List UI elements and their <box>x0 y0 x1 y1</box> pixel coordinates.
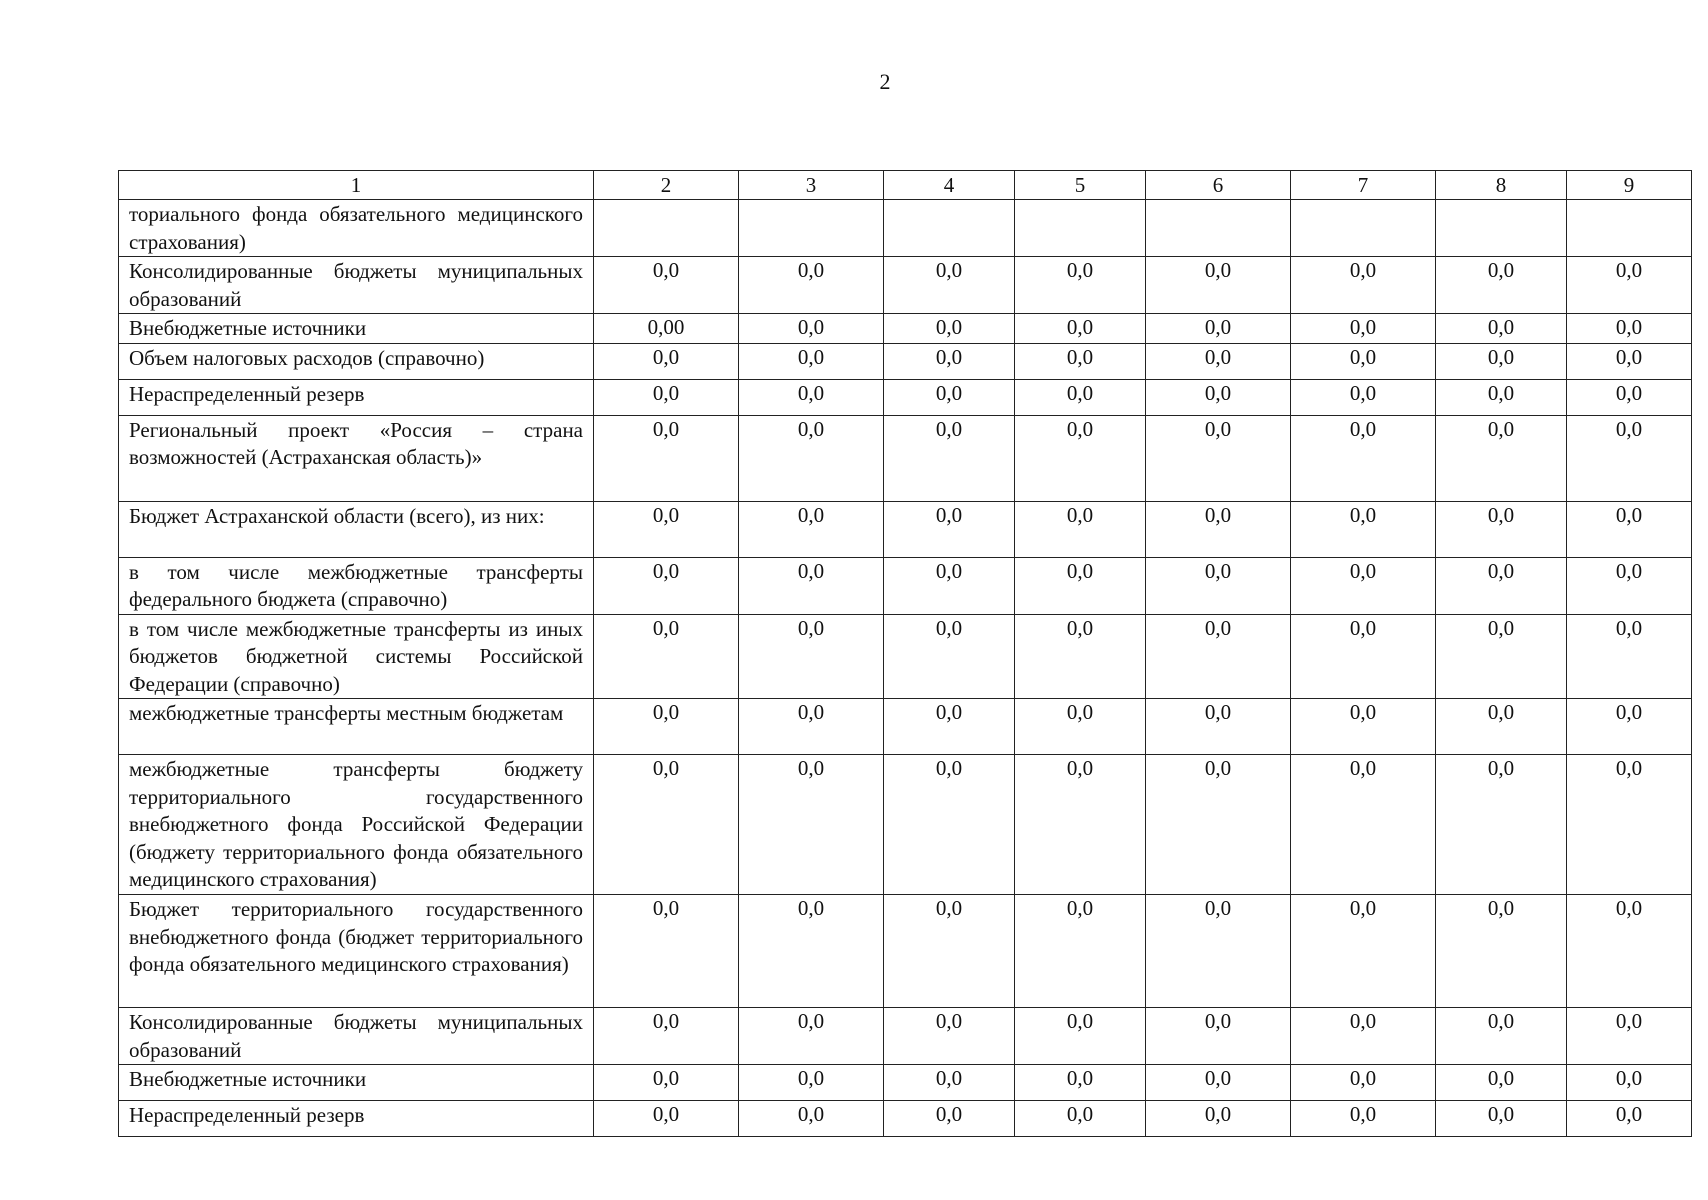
table-cell: 0,0 <box>1567 557 1692 614</box>
table-cell: 0,0 <box>1015 557 1146 614</box>
table-row <box>119 699 1692 755</box>
table-row <box>119 415 1692 501</box>
table-row <box>119 257 1692 314</box>
table-cell <box>884 200 1015 257</box>
table-cell: 0,0 <box>1567 314 1692 344</box>
table-cell: 0,0 <box>1436 895 1567 1008</box>
table-cell: 0,0 <box>1291 1101 1436 1137</box>
table-row <box>119 200 1692 257</box>
table-cell: 0,0 <box>1567 415 1692 501</box>
table-cell: 0,0 <box>594 379 739 415</box>
table-cell: 0,0 <box>1436 379 1567 415</box>
table-cell: 0,0 <box>739 501 884 557</box>
table-cell: 0,0 <box>1291 379 1436 415</box>
table-row <box>119 1065 1692 1101</box>
table-row <box>119 1101 1692 1137</box>
table-cell: 0,0 <box>1146 501 1291 557</box>
table-cell <box>594 200 739 257</box>
table-cell: 0,0 <box>594 755 739 895</box>
row-label: Консолидированные бюджеты муниципальных образований <box>119 257 594 314</box>
table-cell: 0,0 <box>1146 379 1291 415</box>
table-cell: 0,0 <box>594 699 739 755</box>
table-cell: 0,0 <box>884 895 1015 1008</box>
table-cell: 0,0 <box>1015 343 1146 379</box>
table-cell: 0,0 <box>1015 895 1146 1008</box>
table-cell: 0,0 <box>594 415 739 501</box>
column-header: 2 <box>594 171 739 200</box>
table-cell: 0,0 <box>884 379 1015 415</box>
table-cell <box>1015 200 1146 257</box>
table-cell: 0,0 <box>1291 755 1436 895</box>
table-cell: 0,0 <box>1015 1101 1146 1137</box>
table-cell: 0,0 <box>884 415 1015 501</box>
table-cell: 0,0 <box>1567 699 1692 755</box>
row-label: межбюджетные трансферты местным бюджетам <box>119 699 594 755</box>
table-cell: 0,0 <box>739 415 884 501</box>
table-cell: 0,0 <box>1015 501 1146 557</box>
table-cell: 0,0 <box>1146 415 1291 501</box>
table-cell: 0,0 <box>594 557 739 614</box>
row-label: Нераспределенный резерв <box>119 1101 594 1137</box>
table-cell: 0,0 <box>739 1101 884 1137</box>
table-cell: 0,0 <box>1436 1065 1567 1101</box>
table-cell: 0,0 <box>739 314 884 344</box>
table-cell <box>1436 200 1567 257</box>
table-cell: 0,0 <box>1291 557 1436 614</box>
table-cell: 0,0 <box>594 257 739 314</box>
table-cell: 0,0 <box>1436 557 1567 614</box>
table-cell: 0,0 <box>739 699 884 755</box>
row-label: Региональный проект «Россия – страна возможностей (Астраханская область)» <box>119 415 594 501</box>
column-header: 9 <box>1567 171 1692 200</box>
table-cell: 0,0 <box>884 755 1015 895</box>
table-cell: 0,0 <box>1436 614 1567 699</box>
table-cell: 0,0 <box>884 1065 1015 1101</box>
table-cell: 0,0 <box>594 343 739 379</box>
table-cell: 0,0 <box>594 1008 739 1065</box>
row-label: Нераспределенный резерв <box>119 379 594 415</box>
table-cell: 0,0 <box>884 257 1015 314</box>
table-cell: 0,0 <box>1146 1065 1291 1101</box>
column-header: 8 <box>1436 171 1567 200</box>
column-header: 4 <box>884 171 1015 200</box>
table-cell: 0,0 <box>1291 1008 1436 1065</box>
table-cell: 0,0 <box>1567 895 1692 1008</box>
table-cell: 0,0 <box>739 557 884 614</box>
table-cell <box>1291 200 1436 257</box>
column-header: 7 <box>1291 171 1436 200</box>
column-header: 6 <box>1146 171 1291 200</box>
table-cell: 0,0 <box>1146 895 1291 1008</box>
row-label: Объем налоговых расходов (справочно) <box>119 343 594 379</box>
column-header: 5 <box>1015 171 1146 200</box>
table-cell: 0,0 <box>1015 314 1146 344</box>
table-cell: 0,0 <box>1146 314 1291 344</box>
table-cell: 0,0 <box>1146 699 1291 755</box>
table-cell: 0,0 <box>1291 1065 1436 1101</box>
table-cell: 0,0 <box>1015 1008 1146 1065</box>
table-cell: 0,0 <box>884 1101 1015 1137</box>
row-label: Бюджет территориального государственного внебюджетного фонда (бюджет территориального фонда обязательного медицинского страхования) <box>119 895 594 1008</box>
table-cell: 0,0 <box>1291 501 1436 557</box>
table-cell: 0,0 <box>884 699 1015 755</box>
table-cell: 0,0 <box>1436 257 1567 314</box>
table-cell: 0,0 <box>1015 379 1146 415</box>
table-cell: 0,0 <box>1436 343 1567 379</box>
table-cell: 0,0 <box>1015 614 1146 699</box>
table-cell: 0,0 <box>1146 614 1291 699</box>
table-row <box>119 895 1692 1008</box>
table-cell: 0,0 <box>739 379 884 415</box>
table-cell: 0,0 <box>1291 343 1436 379</box>
table-body <box>119 200 1692 1137</box>
table-cell: 0,0 <box>1291 699 1436 755</box>
table-cell: 0,00 <box>594 314 739 344</box>
table-cell: 0,0 <box>1015 415 1146 501</box>
table-cell: 0,0 <box>1146 1101 1291 1137</box>
table-cell: 0,0 <box>1146 557 1291 614</box>
table-cell: 0,0 <box>884 314 1015 344</box>
table-row <box>119 501 1692 557</box>
table-cell: 0,0 <box>1567 755 1692 895</box>
table-cell: 0,0 <box>739 614 884 699</box>
table-cell: 0,0 <box>1146 755 1291 895</box>
row-label: Бюджет Астраханской области (всего), из них: <box>119 501 594 557</box>
table-cell: 0,0 <box>1291 614 1436 699</box>
table-cell: 0,0 <box>1567 379 1692 415</box>
table-cell: 0,0 <box>1015 1065 1146 1101</box>
row-label: межбюджетные трансферты бюджету территориального государственного внебюджетного фонда Российской Федерации (бюджету территориального фонда обязательного медицинского страхования) <box>119 755 594 895</box>
table-cell: 0,0 <box>594 614 739 699</box>
table-cell: 0,0 <box>1436 501 1567 557</box>
table-cell <box>1567 200 1692 257</box>
table-cell: 0,0 <box>1015 699 1146 755</box>
table-cell: 0,0 <box>1146 1008 1291 1065</box>
table-cell: 0,0 <box>884 1008 1015 1065</box>
row-label: Консолидированные бюджеты муниципальных образований <box>119 1008 594 1065</box>
table-cell: 0,0 <box>1436 699 1567 755</box>
table-row <box>119 379 1692 415</box>
table-cell: 0,0 <box>1567 343 1692 379</box>
table-cell: 0,0 <box>884 501 1015 557</box>
table-cell: 0,0 <box>1436 1008 1567 1065</box>
table-cell: 0,0 <box>1146 343 1291 379</box>
table-cell: 0,0 <box>739 895 884 1008</box>
table-cell: 0,0 <box>1567 1008 1692 1065</box>
column-header: 3 <box>739 171 884 200</box>
table-cell: 0,0 <box>739 1065 884 1101</box>
table-cell: 0,0 <box>1291 415 1436 501</box>
table-cell: 0,0 <box>1567 501 1692 557</box>
table-cell: 0,0 <box>1436 415 1567 501</box>
table-cell: 0,0 <box>1291 895 1436 1008</box>
table-cell <box>1146 200 1291 257</box>
row-label: ториального фонда обязательного медицинского страхования) <box>119 200 594 257</box>
table-cell: 0,0 <box>1436 314 1567 344</box>
table-cell: 0,0 <box>1567 614 1692 699</box>
table-cell: 0,0 <box>594 1101 739 1137</box>
table-cell: 0,0 <box>1146 257 1291 314</box>
table-cell: 0,0 <box>884 614 1015 699</box>
table-cell: 0,0 <box>739 1008 884 1065</box>
table-cell: 0,0 <box>884 343 1015 379</box>
row-label: в том числе межбюджетные трансферты федерального бюджета (справочно) <box>119 557 594 614</box>
row-label: Внебюджетные источники <box>119 1065 594 1101</box>
row-label: в том числе межбюджетные трансферты из иных бюджетов бюджетной системы Российской Федерации (справочно) <box>119 614 594 699</box>
table-cell: 0,0 <box>594 1065 739 1101</box>
table-row <box>119 755 1692 895</box>
table-cell: 0,0 <box>1436 1101 1567 1137</box>
page-number: 2 <box>879 69 891 94</box>
table-cell: 0,0 <box>1436 755 1567 895</box>
table-cell: 0,0 <box>594 895 739 1008</box>
table-cell: 0,0 <box>1567 1065 1692 1101</box>
table-row <box>119 314 1692 344</box>
table-row <box>119 557 1692 614</box>
table-cell: 0,0 <box>1291 314 1436 344</box>
table-cell: 0,0 <box>1567 257 1692 314</box>
row-label: Внебюджетные источники <box>119 314 594 344</box>
table-cell: 0,0 <box>594 501 739 557</box>
table-row <box>119 614 1692 699</box>
table-cell: 0,0 <box>884 557 1015 614</box>
table-cell: 0,0 <box>1015 755 1146 895</box>
header-row <box>119 171 1692 200</box>
table-cell: 0,0 <box>1015 257 1146 314</box>
table-cell: 0,0 <box>739 257 884 314</box>
table-cell: 0,0 <box>1291 257 1436 314</box>
table-row <box>119 1008 1692 1065</box>
budget-table <box>118 170 1692 1137</box>
table-cell <box>739 200 884 257</box>
table-row <box>119 343 1692 379</box>
column-header: 1 <box>119 171 594 200</box>
table-cell: 0,0 <box>739 755 884 895</box>
table-cell: 0,0 <box>1567 1101 1692 1137</box>
table-cell: 0,0 <box>739 343 884 379</box>
